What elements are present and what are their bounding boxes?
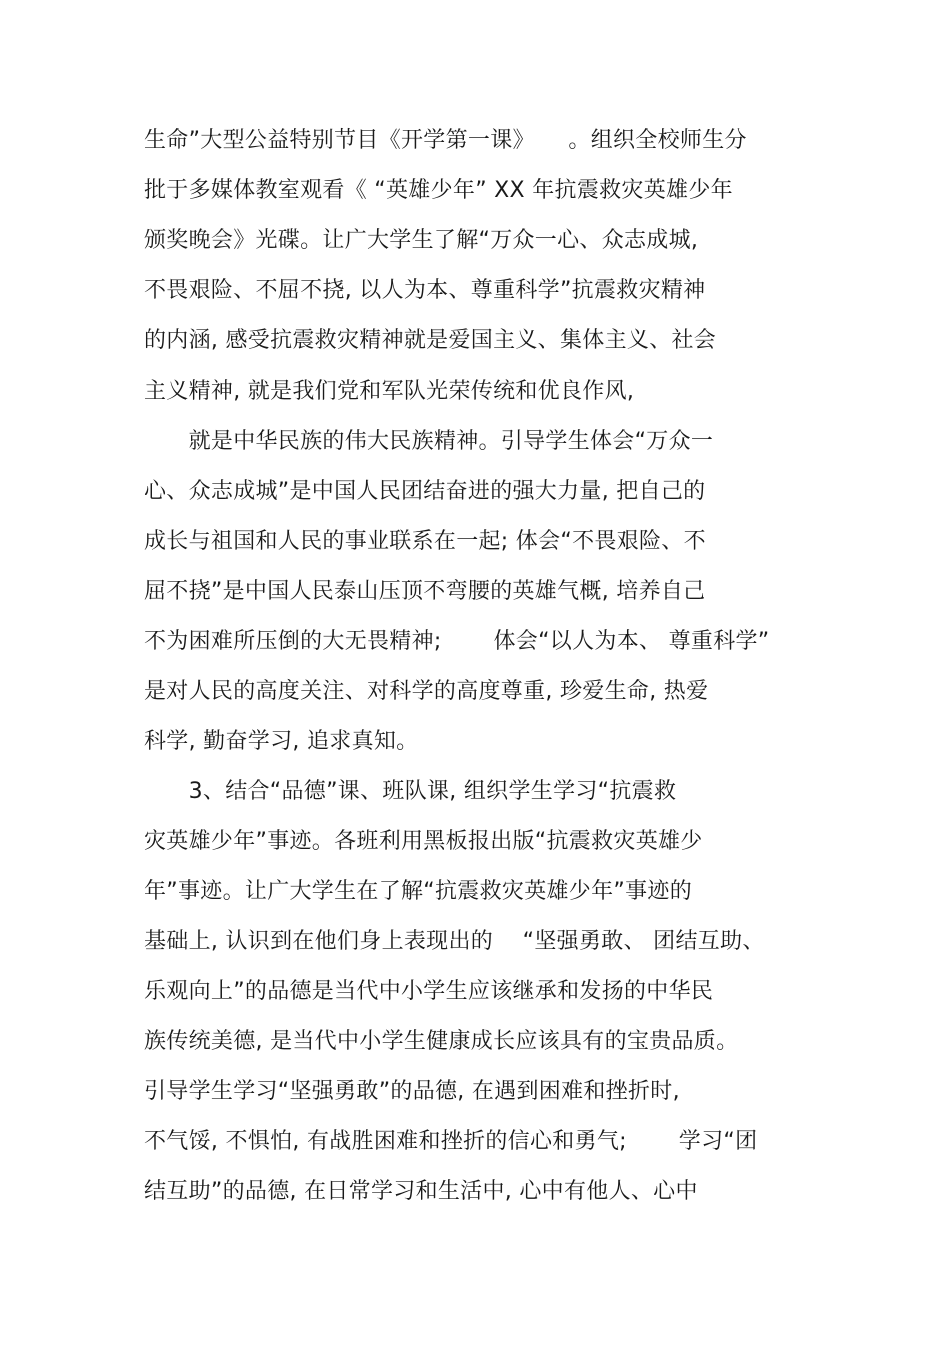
text-line: 的内涵, 感受抗震救灾精神就是爱国主义、集体主义、社会 — [144, 328, 717, 353]
text-line: 是对人民的高度关注、对科学的高度尊重, 珍爱生命, 热爱 — [144, 679, 709, 704]
text-line: 颁奖晚会》光碟。让广大学生了解“万众一心、众志成城, — [144, 228, 699, 253]
text-line: 灾英雄少年”事迹。各班利用黑板报出版“抗震救灾英雄少 — [144, 829, 703, 854]
text-line: 不气馁, 不惧怕, 有战胜困难和挫折的信心和勇气; 学习“团 — [144, 1129, 758, 1154]
text-line: 屈不挠”是中国人民泰山压顶不弯腰的英雄气概, 培养自己 — [144, 579, 706, 604]
text-line: 主义精神, 就是我们党和军队光荣传统和优良作风, — [144, 379, 635, 404]
text-line: 就是中华民族的伟大民族精神。引导学生体会“万众一 — [144, 429, 714, 454]
text-line: 不畏艰险、不屈不挠, 以人为本、尊重科学”抗震救灾精神 — [144, 278, 706, 303]
text-line: 生命”大型公益特别节目《开学第一课》 。组织全校师生分 — [144, 128, 747, 153]
text-line: 乐观向上”的品德是当代中小学生应该继承和发扬的中华民 — [144, 979, 714, 1004]
text-line: 族传统美德, 是当代中小学生健康成长应该具有的宝贵品质。 — [144, 1029, 739, 1054]
text-line: 批于多媒体教室观看《 “英雄少年” XX 年抗震救灾英雄少年 — [144, 178, 733, 203]
text-line: 不为困难所压倒的大无畏精神; 体会“以人为本、 尊重科学” — [144, 629, 770, 654]
text-line: 科学, 勤奋学习, 追求真知。 — [144, 729, 419, 754]
text-line: 基础上, 认识到在他们身上表现出的 “坚强勇敢、 团结互助、 — [144, 929, 765, 954]
text-line: 心、众志成城”是中国人民团结奋进的强大力量, 把自己的 — [144, 479, 706, 504]
text-line: 结互助”的品德, 在日常学习和生活中, 心中有他人、心中 — [144, 1179, 698, 1204]
text-line: 成长与祖国和人民的事业联系在一起; 体会“不畏艰险、不 — [144, 529, 706, 554]
text-line: 引导学生学习“坚强勇敢”的品德, 在遇到困难和挫折时, — [144, 1079, 680, 1104]
text-line: 年”事迹。让广大学生在了解“抗震救灾英雄少年”事迹的 — [144, 879, 692, 904]
text-line: 3、结合“品德”课、班队课, 组织学生学习“抗震救 — [144, 779, 677, 804]
